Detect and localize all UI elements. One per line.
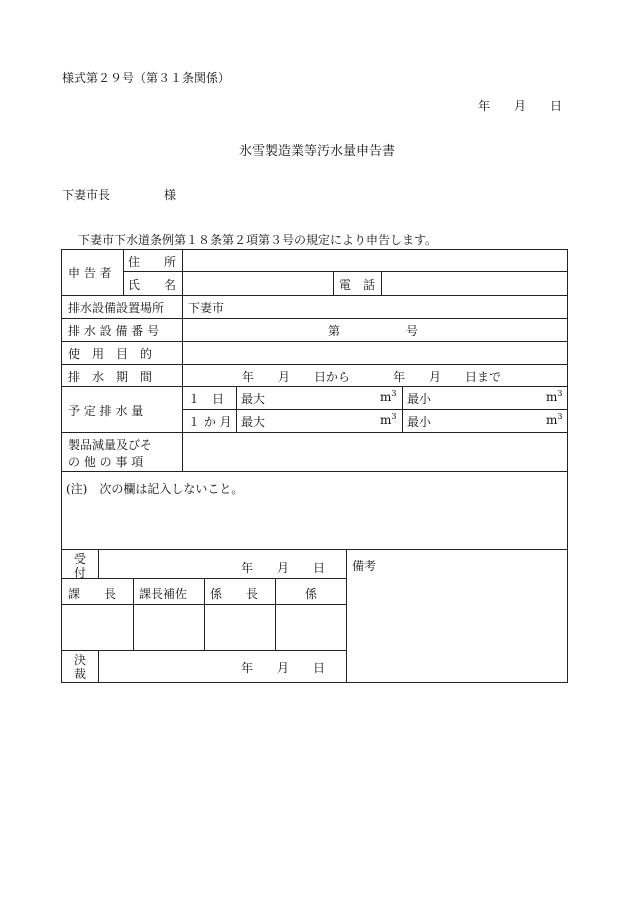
day-min-unit: $m^3$ (546, 389, 563, 404)
receipt-date: 年 月 日 (241, 561, 326, 575)
phone-field[interactable] (383, 273, 566, 294)
address-label: 住 所 (128, 255, 177, 269)
month-max-label: 最大 (241, 415, 266, 429)
day-min-label: 最小 (407, 392, 432, 406)
other-matters-field[interactable] (184, 433, 566, 470)
office-use-note: (注) 次の欄は記入しないこと。 (66, 482, 244, 496)
addressee: 下妻市長 (62, 188, 111, 202)
form-number: 様式第２９号（第３１条関係） (62, 71, 231, 85)
other-matters-label-line2: の 他 の 事 項 (68, 455, 144, 469)
applicant-label: 申 告 者 (68, 266, 112, 280)
per-day-label: １ 日 (188, 392, 225, 406)
approval-label: 決裁 (73, 653, 86, 681)
address-field[interactable] (184, 250, 566, 270)
month-min-label: 最小 (407, 415, 432, 429)
phone-label: 電 話 (339, 278, 376, 292)
staff-label: 係 (305, 587, 318, 601)
month-min-unit: $m^3$ (546, 412, 563, 427)
purpose-field[interactable] (184, 342, 566, 363)
planned-discharge-label: 予 定 排 水 量 (68, 404, 144, 418)
facility-number-label: 排 水 設 備 番 号 (68, 324, 160, 338)
submission-date: 年 月 日 (478, 99, 563, 113)
page-title: 氷雪製造業等汚水量申告書 (239, 144, 396, 159)
assistant-chief-label: 課長補佐 (139, 587, 188, 601)
subsection-chief-label: 係 長 (210, 587, 259, 601)
approval-date: 年 月 日 (241, 661, 326, 675)
intro-text: 下妻市下水道条例第１８条第２項第３号の規定により申告します。 (78, 233, 438, 247)
facility-number-suffix: 号 (406, 324, 419, 338)
location-label: 排水設備設置場所 (68, 301, 165, 315)
period-from: 年 月 日から (242, 370, 351, 384)
period-label: 排 水 期 間 (68, 370, 153, 384)
facility-number-prefix: 第 (328, 324, 341, 338)
day-max-unit: $m^3$ (380, 389, 397, 404)
addressee-honorific: 様 (164, 188, 177, 202)
name-label: 氏 名 (128, 278, 177, 292)
name-field[interactable] (184, 273, 332, 294)
location-value: 下妻市 (188, 301, 225, 315)
month-max-unit: $m^3$ (380, 412, 397, 427)
day-max-label: 最大 (241, 392, 266, 406)
other-matters-label-line1: 製品減量及びそ (68, 438, 153, 452)
period-to: 年 月 日まで (393, 370, 502, 384)
remarks-label: 備考 (352, 559, 377, 573)
receipt-label: 受付 (73, 552, 86, 580)
purpose-label: 使 用 目 的 (68, 347, 153, 361)
section-chief-label: 課 長 (68, 587, 117, 601)
per-month-label: １ か 月 (188, 415, 232, 429)
